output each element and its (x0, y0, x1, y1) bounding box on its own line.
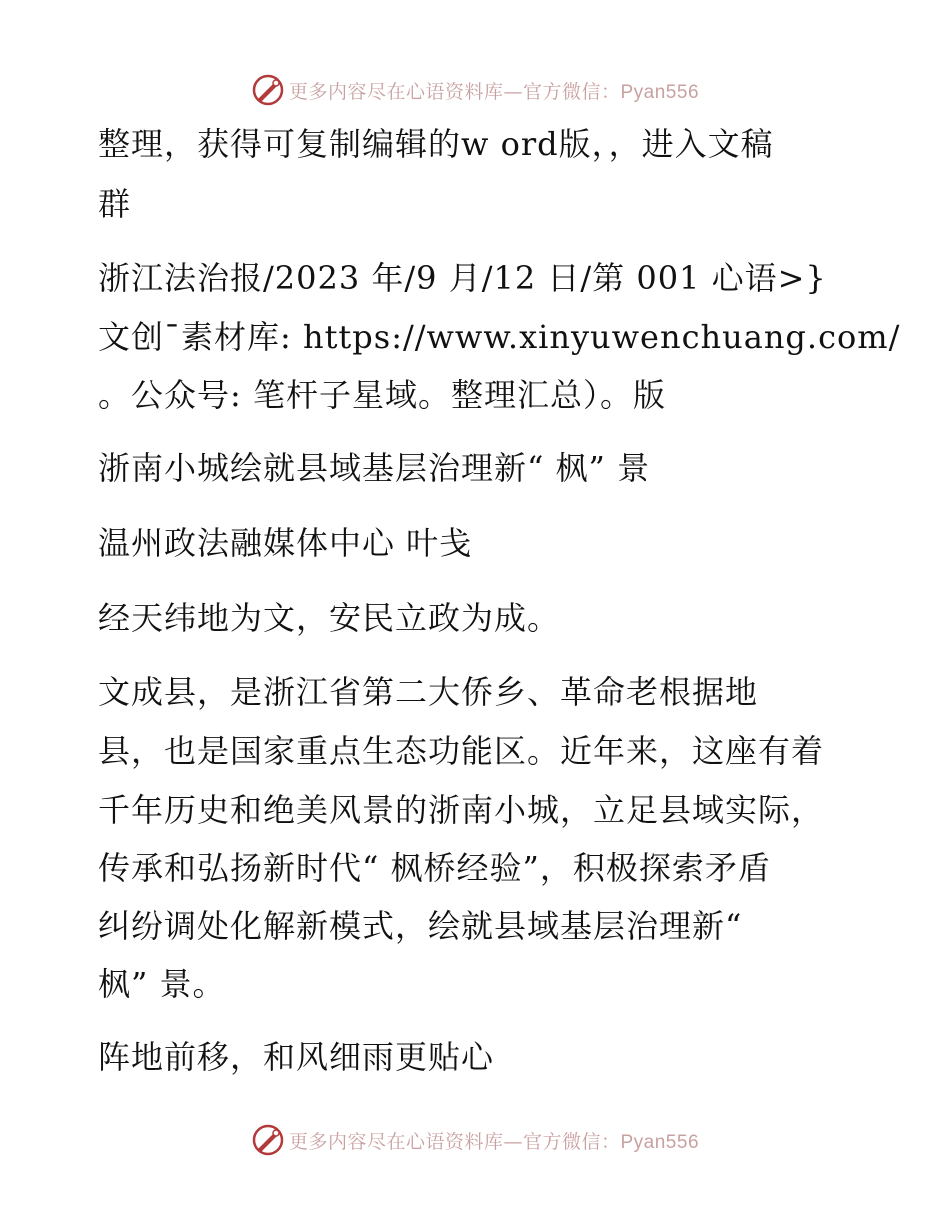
section-subtitle: 阵地前移，和风细雨更贴心 (98, 1038, 495, 1076)
paragraph-4-line-1: 文成县，是浙江省第二大侨乡、革命老根据地 (98, 673, 759, 711)
article-byline: 温州政法融媒体中心 叶戋 (98, 524, 473, 562)
paragraph-1-line-2: 群 (98, 185, 132, 223)
paragraph-2-line-2: 文创¯素材库: https://www.xinyuwenchuang.com/ (98, 318, 901, 356)
pen-logo-icon (251, 1123, 285, 1157)
article-title: 浙南小城绘就县域基层治理新“ 枫” 景 (98, 449, 651, 487)
header-watermark (0, 70, 950, 110)
paragraph-4-line-3: 千年历史和绝美风景的浙南小城，立足县域实际， (98, 791, 825, 829)
paragraph-1-line-1: 整理，获得可复制编辑的w ord版，，进入文稿 (98, 125, 774, 163)
footer-watermark (0, 1120, 950, 1160)
watermark-text: 更多内容尽在心语资料库—官方微信：Pyan556 (288, 80, 700, 103)
watermark-text: 更多内容尽在心语资料库—官方微信：Pyan556 (288, 1130, 700, 1153)
paragraph-2-line-3: 。公众号: 笔杆子星域。整理汇总）。版 (98, 376, 666, 414)
paragraph-3: 经天纬地为文，安民立政为成。 (98, 599, 561, 637)
paragraph-2-line-1: 浙江法治报/2023 年/9 月/12 日/第 001 心语>} (98, 259, 827, 297)
paragraph-4-line-6: 枫” 景。 (98, 965, 226, 1003)
pen-logo-icon (251, 73, 285, 107)
paragraph-4-line-4: 传承和弘扬新时代“ 枫桥经验”，积极探索矛盾 (98, 849, 771, 887)
paragraph-4-line-2: 县，也是国家重点生态功能区。近年来，这座有着 (98, 732, 825, 770)
paragraph-4-line-5: 纠纷调处化解新模式，绘就县域基层治理新“ (98, 907, 743, 945)
